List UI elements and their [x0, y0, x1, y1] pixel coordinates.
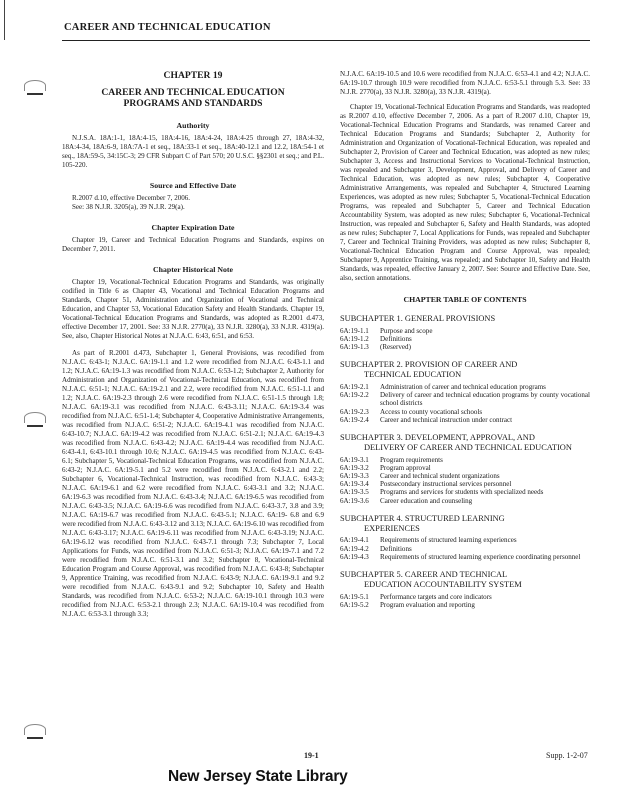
toc-section-title: Purpose and scope — [380, 326, 433, 335]
toc-section-title: Access to county vocational schools — [380, 407, 483, 416]
toc-section-row — [340, 545, 590, 553]
historical-para2-continued: N.J.A.C. 6A:19-10.5 and 10.6 were recodified from N.J.A.C. 6:53-4.1 and 4.2; N.J.A.C. 6A:19-10.7 through 10.9 were recodified from N.J.A.C. 6:53-5.1 through 5.3. See: 33 N.J.R. 2770(a), 33 N.J.R. 3280(a), 33 N.J.R. 4319(a). — [340, 70, 590, 96]
toc-subchapter-heading — [340, 570, 590, 590]
toc-section-title: Requirements of structured learning experience coordinating personnel — [380, 552, 581, 561]
toc-section-title: Postsecondary instructional services personnel — [380, 480, 512, 489]
toc-section-row — [340, 335, 590, 343]
toc-section-number: 6A:19-3.2 — [340, 463, 369, 472]
toc-subchapter-heading — [340, 514, 590, 534]
toc-section-row — [340, 488, 590, 496]
toc-title: CHAPTER TABLE OF CONTENTS — [403, 295, 527, 304]
binding-hole-mark — [24, 412, 46, 426]
chapter-title-line1: CAREER AND TECHNICAL EDUCATION — [101, 87, 285, 98]
toc-section-row — [340, 593, 590, 601]
toc-section-title: Delivery of career and technical education programs by county vocational school districts — [380, 391, 590, 408]
toc-subchapter-heading — [340, 433, 590, 453]
toc-section-number: 6A:19-2.4 — [340, 415, 369, 424]
authority-heading: Authority — [176, 121, 210, 130]
toc-section-title: Career and technical student organizations — [380, 472, 500, 481]
source-line2: See: 38 N.J.R. 3205(a), 39 N.J.R. 29(a). — [72, 203, 185, 211]
toc-section-number: 6A:19-2.3 — [340, 407, 369, 416]
toc-section-title: Administration of career and technical education programs — [380, 383, 546, 391]
chapter-title-line2: PROGRAMS AND STANDARDS — [123, 98, 263, 109]
toc-section-title: Performance targets and core indicators — [380, 592, 492, 601]
source-heading: Source and Effective Date — [149, 181, 237, 190]
toc-section-row — [340, 343, 590, 351]
toc-section-list — [340, 593, 590, 609]
toc-section-number: 6A:19-3.3 — [340, 472, 369, 481]
toc-section-row — [340, 536, 590, 544]
historical-heading: Chapter Historical Note — [153, 265, 233, 274]
toc-section-row — [340, 327, 590, 335]
toc-section-row — [340, 383, 590, 391]
toc-subchapter-heading-line1: SUBCHAPTER 4. STRUCTURED LEARNING — [340, 513, 505, 523]
toc-section-row — [340, 472, 590, 480]
toc-section-number: 6A:19-4.1 — [340, 536, 369, 545]
toc-section-number: 6A:19-1.1 — [340, 326, 369, 335]
chapter-number: CHAPTER 19 — [163, 70, 223, 81]
toc-subchapter-heading — [340, 360, 590, 380]
toc-section-number: 6A:19-3.6 — [340, 496, 369, 505]
toc-section-number: 6A:19-1.3 — [340, 343, 369, 352]
historical-para3: Chapter 19, Vocational-Technical Education Programs and Standards, was readopted as R.2007 d.10, effective December 7, 2006. As a part of R.2007 d.10, Chapter 19, Vocational-Technical Education Programs and Standards, was renamed Career and Technical Education Programs and Standards; Subchapter 2, Authority for Administration and Organization of Vocational-Technical Education, was repealed and Subchapter 2, Provision of Career and Technical Education, was adopted as new rules; Subchapter 3, Access and Instructional Services to Vocational-Technical Instruction, was repealed and Subchapter 3, Development, Approval, and Delivery of Career and Technical Education, was adopted as new rules; Subchapter 4, Cooperative Administrative Arrangements, was repealed and Subchapter 4, Structured Learning Experiences, was adopted as new rules; Subchapter 5, Vocational-Technical Education Programs, was repealed and Subchapter 5, Career and Technical Education Accountability System, was adopted as new rules; Subchapter 6, Vocational-Technical Instruction, was repealed and Subchapter 6, Safety and Health Standards, was adopted as new rules; Subchapter 7, Local Applications for Funds, was repealed and Subchapter 7, Career and Technical Training Providers, was adopted as new rules; Subchapter 8, Vocational-Technical Education Program and Course Approval, was repealed; Subchapter 9, Apprentice Training, was repealed; and Subchapter 10, Safety and Health Standards, was repealed, effective January 2, 2007. See: Source and Effective Date. See, also, section annotations. — [340, 103, 590, 282]
toc-section-title: (Reserved) — [380, 343, 411, 352]
historical-para2: As part of R.2001 d.473, Subchapter 1, General Provisions, was recodified from N.J.A.C. 6:43-1; N.J.A.C. 6A:19-1.1 and 1.2 were recodified from N.J.A.C. 6:43-1.1 and 1.2; N.J.A.C. 6A:19-1.3 was recodified from N.J.A.C. 6:53-1.2; Subchapter 2, Authority for Administration and Organization of Vocational-Technical Education, was recodified from N.J.A.C. 6:51-1; N.J.A.C. 6A:19-2.1 and 2.2, were recodified from N.J.A.C. 6:51-1.1 and 1.2; N.J.A.C. 6A:19-2.3 through 2.6 were recodified from N.J.A.C. 6:51-1.5 through 1.8; N.J.A.C. 6A:19-3.1 was recodified from N.J.A.C. 6:43-3.11; N.J.A.C. 6A:19-3.4 was recodified from N.J.A.C. 6:51-1.4; Subchapter 4, Cooperative Administrative Arrangements, was recodified from N.J.A.C. 6:51-2; N.J.A.C. 6A:19-4.1 was recodified from N.J.A.C. 6:43-10.7; N.J.A.C. 6A:19-4.2 was recodified from N.J.A.C. 6:51-2.1; N.J.A.C. 6A:19-4.3 was recodified from N.J.A.C. 6:43-4.2; N.J.A.C. 6A:19-4.4 was recodified from N.J.A.C. 6:43-4.1, 6:43-10.1 through 10.6; N.J.A.C. 6A:19-4.5 was recodified from N.J.A.C. 6:43-6.1; Subchapter 5, Vocational-Technical Education Programs, was recodified from N.J.A.C. 6:43-2; N.J.A.C. 6A:19-5.1 and 5.2 were recodified from N.J.A.C. 6:43-2.1 and 2.2; Subchapter 6, Vocational-Technical Instruction, was recodified from N.J.A.C. 6:43-3; N.J.A.C. 6A:19-6.1 and 6.2 were recodified from N.J.A.C. 6:43-3.1 and 3.2; N.J.A.C. 6A:19-6.3 was recodified from N.J.A.C. 6:43-3.4; N.J.A.C. 6A:19-6.5 was recodified from N.J.A.C. 6:43-3.5; N.J.A.C. 6A:19-6.6 was recodified from N.J.A.C. 6:43-3.7, 3.8 and 3.9; N.J.A.C. 6A:19-6.7 was recodified from N.J.A.C. 6:43-5.1; N.J.A.C. 6A:19- 6.8 and 6.9 were recodified from N.J.A.C. 6:43-3.12 and 3.13; N.J.A.C. 6A:19-6.10 was recodified from N.J.A.C. 6:43-3.17; N.J.A.C. 6A:19-6.11 was recodified from N.J.A.C. 6:43-3.19; N.J.A.C. 6A:19-6.12 was recodified from N.J.A.C. 6:43-7.1 through 7.3; Subchapter 7, Local Applications for Funds, was recodified from N.J.A.C. 6:51-3; N.J.A.C. 6A:19-7.1 and 7.2 were recodified from N.J.A.C. 6:51-3.1 and 3.2; Subchapter 8, Vocational-Technical Education Program and Course Approval, was recodified from N.J.A.C. 6:43-8; Subchapter 9, Apprentice Training, was recodified from N.J.A.C. 6:43-9; N.J.A.C. 6A:19-9.1 and 9.2 were recodified from N.J.A.C. 6:43-9.1 and 9.2; Subchapter 10, Safety and Health Standards, was recodified from N.J.A.C. 6:53-2; N.J.A.C. 6A:19-10.1 through 10.3 were recodified from N.J.A.C. 6:53-2.1 through 2.3; N.J.A.C. 6A:19-10.4 was recodified from N.J.A.C. 6:53-3.1 through 3.3; — [62, 349, 324, 618]
page-number: 19-1 — [304, 751, 319, 760]
toc-section-title: Programs and services for students with specialized needs — [380, 488, 544, 497]
binding-hole-mark — [24, 80, 46, 94]
authority-text: N.J.S.A. 18A:1-1, 18A:4-15, 18A:4-16, 18A:4-24, 18A:4-25 through 27, 18A:4-32, 18A:4-34, 18A:6-9, 18A:7A-1 et seq., 18A:33-1 et seq., 18A:40-12.1 and 12.2, 18A:54-1 et seq., 18A:59-5, 34:15C-3; 29 CFR Subpart C of Part 570; 20 U.S.C. §§2301 et seq.; and P.L. 105-220. — [62, 134, 324, 169]
toc-section-number: 6A:19-5.2 — [340, 600, 369, 609]
supplement-date: Supp. 1-2-07 — [546, 751, 588, 760]
toc-section-row — [340, 480, 590, 488]
toc-subchapter-heading-line2: EDUCATION ACCOUNTABILITY SYSTEM — [364, 579, 522, 589]
toc-section-row — [340, 464, 590, 472]
toc-section-list — [340, 383, 590, 424]
toc-section-list — [340, 327, 590, 352]
toc-section-list — [340, 456, 590, 505]
historical-para1: Chapter 19, Vocational-Technical Education Programs and Standards, was originally codified in Title 6 as Chapter 43, Vocational and Technical Education Programs and Standards, Chapter 51, Administration and Organization of Vocational and Technical Education, and Chapter 53, Vocational Education Safety and Health Standards. Chapter 19, Vocational-Technical Education Programs and Standards, was adopted as R.2001 d.473, effective December 17, 2001. See: 33 N.J.R. 2770(a), 33 N.J.R. 3280(a), 33 N.J.R. 4319(a). See, also, Chapter Historical Notes at N.J.A.C. 6:43, 6:51, and 6:53. — [62, 278, 324, 340]
toc-section-number: 6A:19-4.2 — [340, 544, 369, 553]
toc-section-title: Program requirements — [380, 455, 443, 464]
toc-section-list — [340, 536, 590, 561]
right-column — [340, 70, 590, 609]
toc-subchapter-heading-line2: EXPERIENCES — [364, 523, 420, 533]
toc-section-row — [340, 456, 590, 464]
toc-section-row — [340, 391, 590, 407]
toc-subchapter-heading-line1: SUBCHAPTER 5. CAREER AND TECHNICAL — [340, 570, 508, 580]
toc-section-row — [340, 497, 590, 505]
toc-section-title: Career education and counseling — [380, 496, 473, 505]
toc-section-title: Program approval — [380, 463, 431, 472]
toc-section-title: Program evaluation and reporting — [380, 600, 475, 609]
header-rule — [62, 40, 590, 41]
toc-subchapter-heading-line2: TECHNICAL EDUCATION — [364, 370, 462, 380]
toc-section-number: 6A:19-3.1 — [340, 455, 369, 464]
toc-subchapter-heading-line1: SUBCHAPTER 3. DEVELOPMENT, APPROVAL, AND — [340, 433, 535, 443]
source-line1: R.2007 d.10, effective December 7, 2006. — [72, 194, 191, 202]
toc-section-row — [340, 416, 590, 424]
toc-section-number: 6A:19-1.2 — [340, 335, 369, 343]
expiration-text: Chapter 19, Career and Technical Education Programs and Standards, expires on December 7, 2011. — [62, 236, 324, 253]
toc-section-title: Definitions — [380, 544, 412, 553]
toc-section-number: 6A:19-2.1 — [340, 383, 369, 391]
toc-subchapter-heading-line1: SUBCHAPTER 1. GENERAL PROVISIONS — [340, 314, 496, 323]
running-header: CAREER AND TECHNICAL EDUCATION — [64, 22, 271, 33]
toc-section-row — [340, 408, 590, 416]
toc-section-row — [340, 601, 590, 609]
toc-section-title: Requirements of structured learning experiences — [380, 536, 517, 545]
left-column — [62, 70, 324, 619]
toc-section-row — [340, 553, 590, 561]
toc-section-title: Definitions — [380, 335, 412, 343]
toc-subchapter-heading-line1: SUBCHAPTER 2. PROVISION OF CAREER AND — [340, 360, 518, 370]
expiration-heading: Chapter Expiration Date — [151, 223, 235, 232]
toc-section-number: 6A:19-3.5 — [340, 488, 369, 497]
toc-subchapter-heading — [340, 314, 590, 324]
library-stamp: New Jersey State Library — [168, 768, 348, 785]
table-of-contents — [340, 314, 590, 609]
toc-section-title: Career and technical instruction under contract — [380, 415, 513, 424]
toc-section-number: 6A:19-2.2 — [340, 391, 369, 400]
scan-edge-mark — [4, 0, 5, 40]
toc-section-number: 6A:19-3.4 — [340, 480, 369, 489]
toc-section-number: 6A:19-4.3 — [340, 552, 369, 561]
toc-subchapter-heading-line2: DELIVERY OF CAREER AND TECHNICAL EDUCATION — [364, 442, 572, 452]
toc-section-number: 6A:19-5.1 — [340, 592, 369, 601]
binding-hole-mark — [24, 724, 46, 738]
